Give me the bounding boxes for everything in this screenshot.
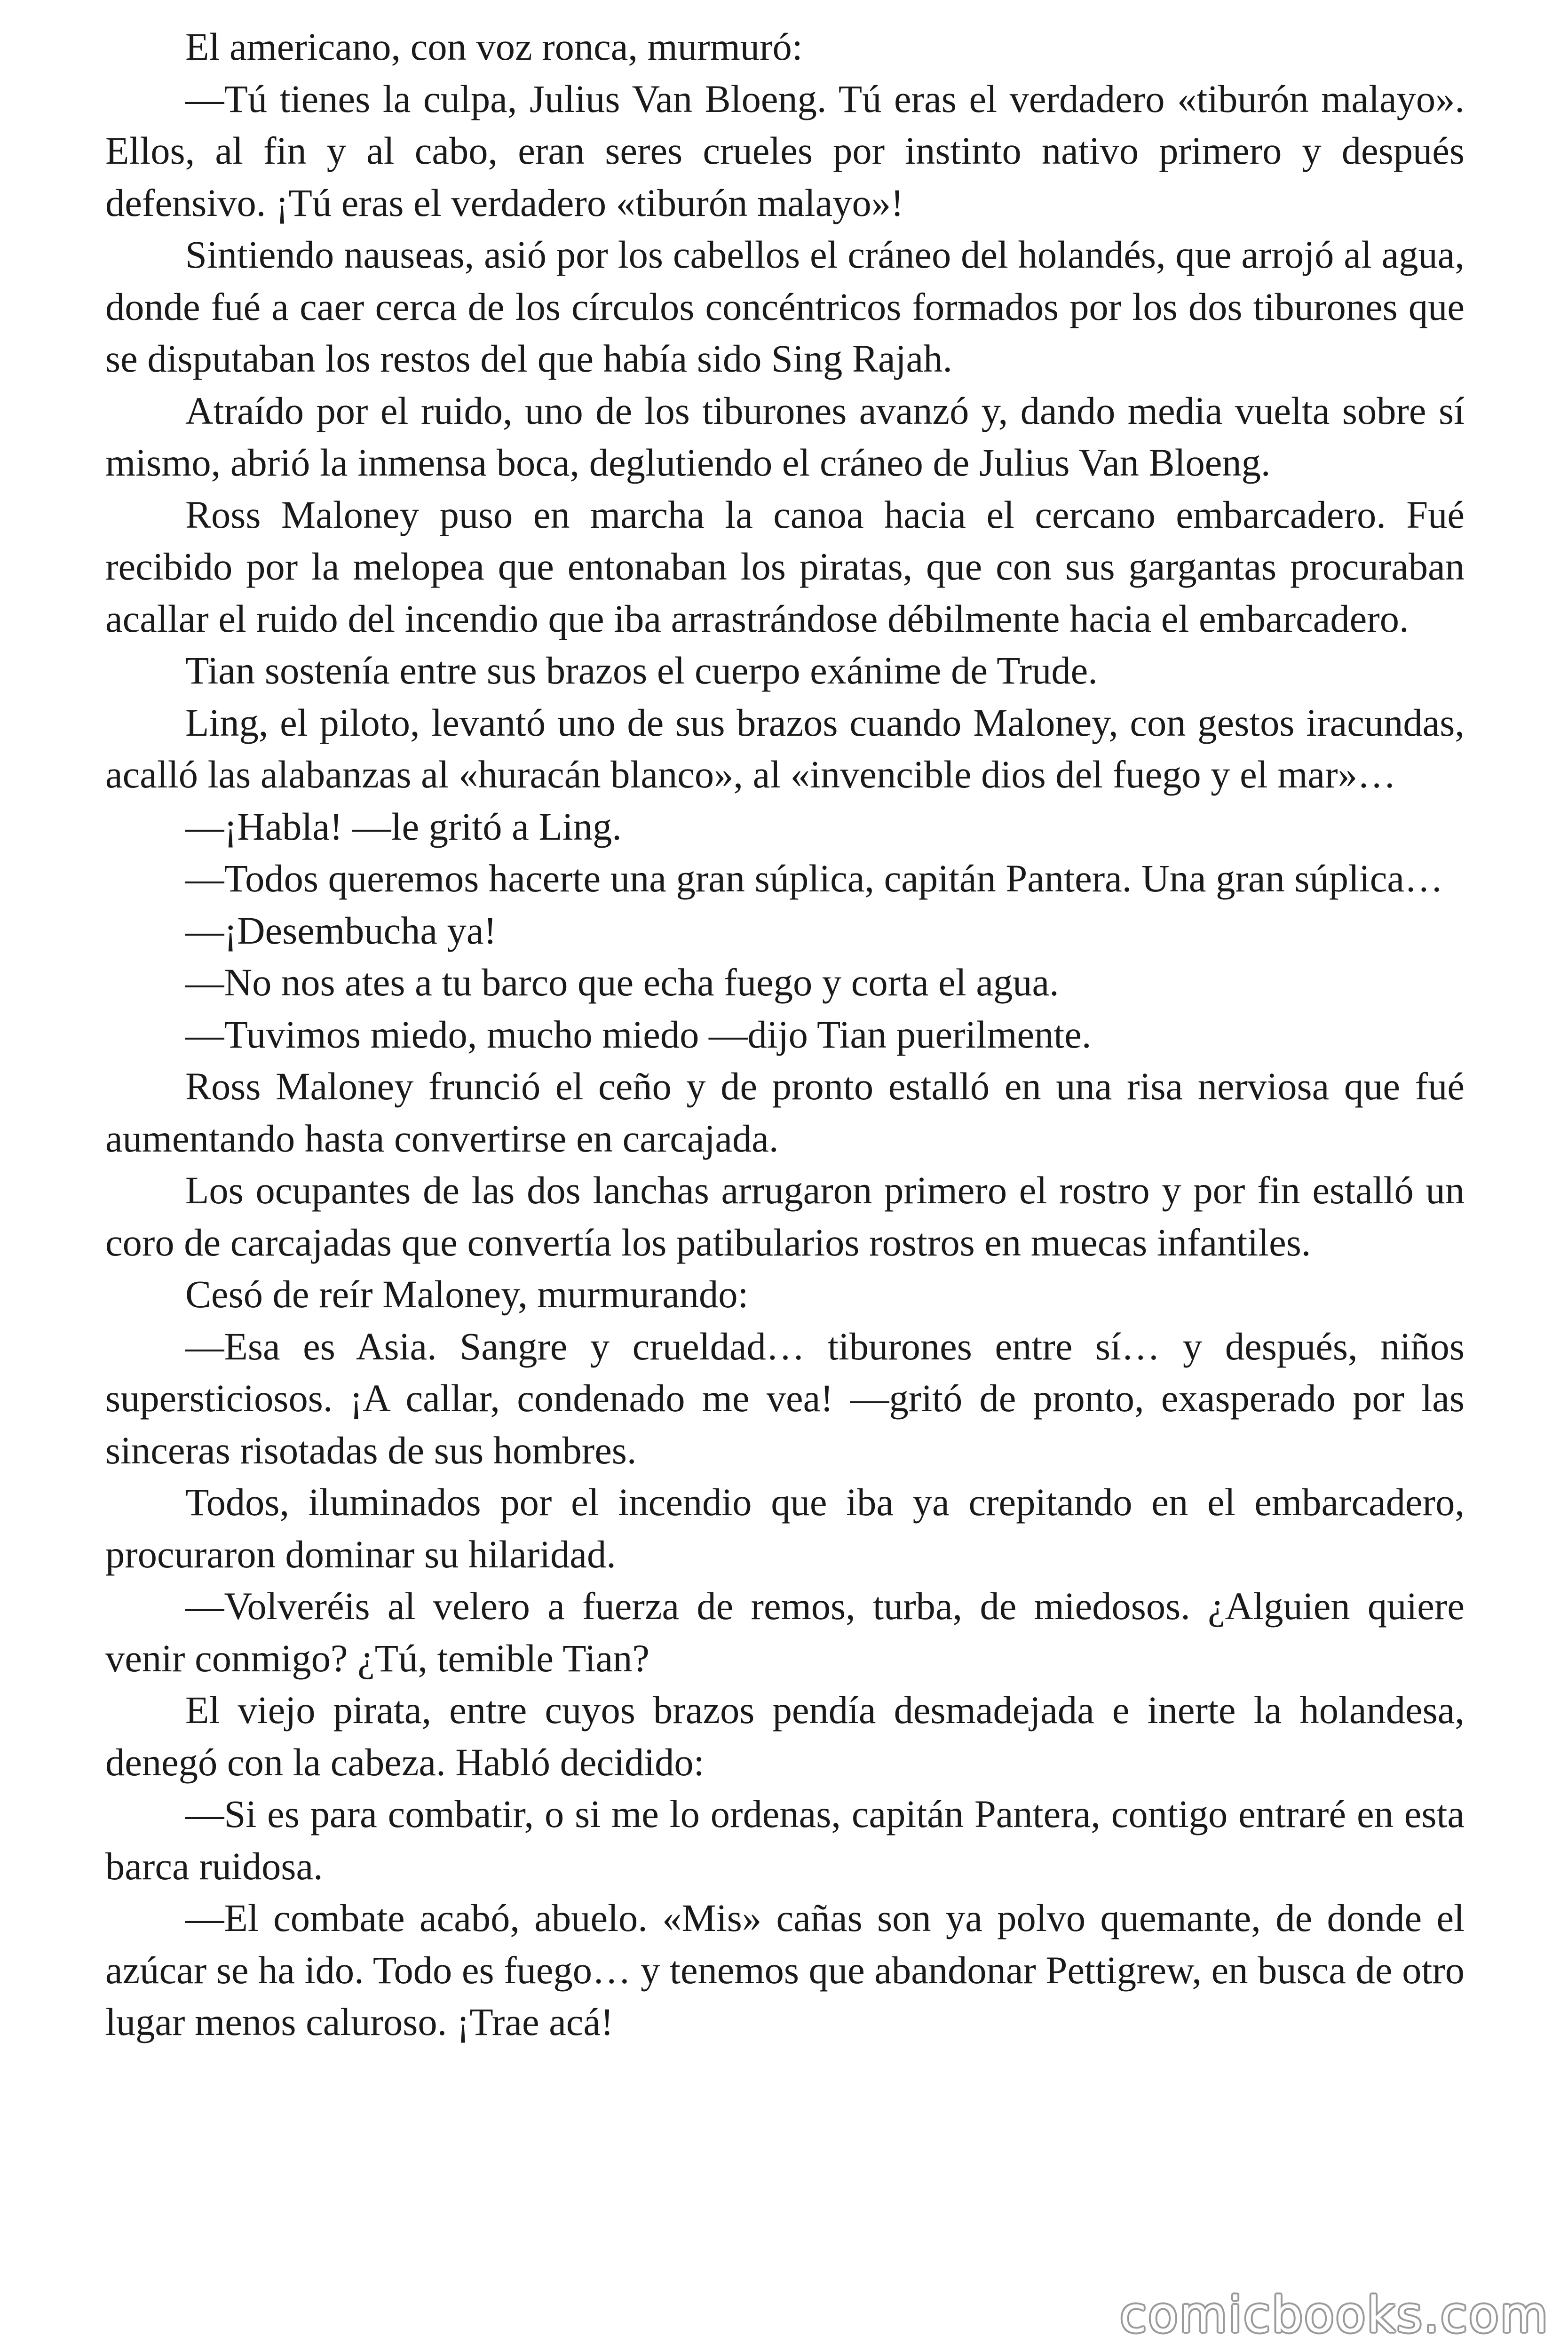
paragraph: El americano, con voz ronca, murmuró: — [185, 25, 803, 68]
paragraph: Sintiendo nauseas, asió por los cabellos el cráneo del holandés, que arrojó al agua, donde fué a caer cerca de los círculos concéntricos formados por los dos tiburones que se disputaban los restos del que había sido Sing Rajah. — [105, 233, 1465, 380]
paragraph: —El combate acabó, abuelo. «Mis» cañas son ya polvo quemante, de donde el azúcar se ha ido. Todo es fuego… y tenemos que abandonar Pettigrew, en busca de otro lugar menos caluroso. ¡Trae acá! — [105, 1896, 1465, 2043]
paragraph: Los ocupantes de las dos lanchas arrugaron primero el rostro y por fin estalló un coro de carcajadas que convertía los patibularios rostros en muecas infantiles. — [105, 1168, 1465, 1264]
paragraph: Todos, iluminados por el incendio que iba ya crepitando en el embarcadero, procuraron dominar su hilaridad. — [105, 1480, 1465, 1576]
paragraph: Cesó de reír Maloney, murmurando: — [185, 1272, 749, 1316]
paragraph: El viejo pirata, entre cuyos brazos pendía desmadejada e inerte la holandesa, denegó con la cabeza. Habló decidido: — [105, 1688, 1465, 1784]
paragraph: —No nos ates a tu barco que echa fuego y corta el agua. — [185, 961, 1059, 1004]
paragraph: —Tú tienes la culpa, Julius Van Bloeng. Tú eras el verdadero «tiburón malayo». Ellos, al fin y al cabo, eran seres crueles por instinto nativo primero y después defensivo. ¡Tú eras el verdadero «tiburón malayo»! — [105, 77, 1465, 224]
watermark: comicbooks.com — [1119, 2286, 1549, 2344]
paragraph: —Si es para combatir, o si me lo ordenas, capitán Pantera, contigo entraré en esta barca ruidosa. — [105, 1792, 1465, 1888]
paragraph: —¡Desembucha ya! — [185, 908, 497, 952]
paragraph: Tian sostenía entre sus brazos el cuerpo exánime de Trude. — [185, 649, 1098, 692]
paragraph: —Volveréis al velero a fuerza de remos, turba, de miedosos. ¿Alguien quiere venir conmigo? ¿Tú, temible Tian? — [105, 1584, 1465, 1680]
page-body — [105, 21, 1465, 2048]
paragraph: Ross Maloney frunció el ceño y de pronto estalló en una risa nerviosa que fué aumentando hasta convertirse en carcajada. — [105, 1065, 1465, 1160]
paragraph: —Todos queremos hacerte una gran súplica, capitán Pantera. Una gran súplica… — [185, 857, 1443, 900]
paragraph: Atraído por el ruido, uno de los tiburones avanzó y, dando media vuelta sobre sí mismo, abrió la inmensa boca, deglutiendo el cráneo de Julius Van Bloeng. — [105, 389, 1465, 484]
paragraph: Ross Maloney puso en marcha la canoa hacia el cercano embarcadero. Fué recibido por la melopea que entonaban los piratas, que con sus gargantas procuraban acallar el ruido del incendio que iba arrastrándose débilmente hacia el embarcadero. — [105, 493, 1465, 640]
paragraph: —Tuvimos miedo, mucho miedo —dijo Tian puerilmente. — [185, 1012, 1092, 1056]
paragraph: —¡Habla! —le gritó a Ling. — [185, 804, 622, 848]
paragraph: Ling, el piloto, levantó uno de sus brazos cuando Maloney, con gestos iracundas, acalló las alabanzas al «huracán blanco», al «invencible dios del fuego y el mar»… — [105, 700, 1465, 796]
paragraph: —Esa es Asia. Sangre y crueldad… tiburones entre sí… y después, niños supersticiosos. ¡A callar, condenado me vea! —gritó de pronto, exasperado por las sinceras risotadas de sus hombres. — [105, 1324, 1465, 1472]
